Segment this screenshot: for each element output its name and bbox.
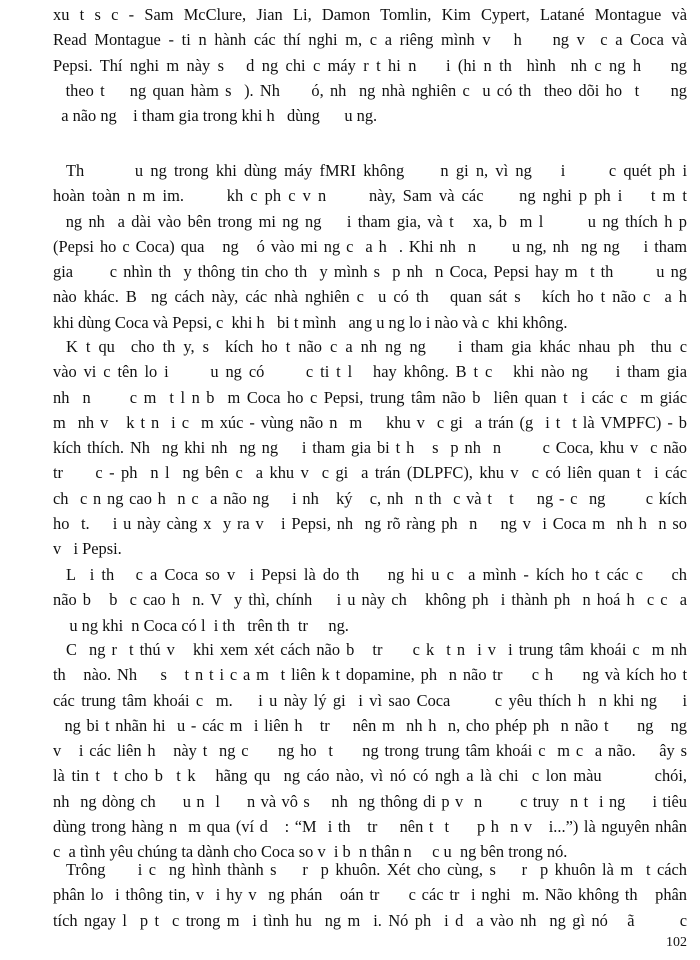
paragraph xyxy=(53,334,687,562)
paragraph xyxy=(53,857,687,933)
text-line: tích ngay l p t c trong m i tình hu ng m i. Nó ph i d a vào nh ng gì nó ã c xyxy=(53,910,687,930)
paragraph xyxy=(53,637,687,865)
text-line: là tin t t cho b t k hãng qu ng cáo nào, vì nó có ngh a là chi c lon màu chói, xyxy=(53,766,687,786)
text-line: Th u ng trong khi dùng máy fMRI không n gi n, vì ng i c quét ph i xyxy=(66,161,687,180)
text-line: (Pepsi ho c Coca) qua ng ó vào mi ng c a h . Khi nh n u ng, nh ng ng i tham xyxy=(53,236,687,256)
text-line: nh n c m t l n b m Coca ho c Pepsi, trung tâm não b liên quan t i các c m giác xyxy=(53,387,687,407)
text-line: Read Montague - ti n hành các thí nghi m, c a riêng mình v h ng v c a Coca và xyxy=(53,30,687,50)
text-line: K t qu cho th y, s kích ho t não c a nh ng ng i tham gia khác nhau ph thu c xyxy=(66,337,687,356)
text-line: nào khác. B ng cách này, các nhà nghiên c u có th quan sát s kích ho t não c a h xyxy=(53,287,687,307)
text-line: c a tình yêu chúng ta dành cho Coca so v i b n thân n c u ng bên trong nó. xyxy=(53,842,568,862)
text-line: C ng r t thú v khi xem xét cách não b tr c k t n i v i trung tâm khoái c m nh xyxy=(66,640,687,659)
text-line: th nào. Nh s t n t i c a m t liên k t dopamine, ph n não tr c h ng và kích ho t xyxy=(53,665,687,685)
text-line: Pepsi. Thí nghi m này s d ng chi c máy r t hi n i (hi n th hình nh c ng h ng xyxy=(53,55,687,75)
text-line: L i th c a Coca so v i Pepsi là do th ng hi u c a mình - kích ho t các c ch xyxy=(66,565,687,584)
text-line: v i các liên h này t ng c ng ho t ng trong trung tâm khoái c m c a não. ây s xyxy=(53,741,687,761)
text-line: kích thích. Nh ng khi nh ng ng i tham gia bi t h s p nh n c Coca, khu v c não xyxy=(53,438,687,458)
text-line: ho t. i u này càng x y ra v i Pepsi, nh ng rõ ràng ph n ng v i Coca m nh h n so xyxy=(53,514,687,534)
text-line: các trung tâm khoái c m. i u này lý gi i vì sao Coca c yêu thích h n khi ng i xyxy=(53,690,687,710)
text-line: hoàn toàn n m im. kh c ph c v n này, Sam và các ng nghi p ph i t m t xyxy=(53,186,687,206)
text-line: phân lo i thông tin, v i hy v ng phán oán tr c các tr i nghi m. Não không th phân xyxy=(53,885,687,905)
text-line: u ng khi n Coca có l i th trên th tr ng. xyxy=(53,615,349,635)
text-line: gia c nhìn th y thông tin cho th y mình s p nh n Coca, Pepsi hay m t th u ng xyxy=(53,262,687,282)
text-line: tr c - ph n l ng bên c a khu v c gi a trán (DLPFC), khu v c có liên quan t i các xyxy=(53,463,687,483)
text-line: khi dùng Coca và Pepsi, c khi h bi t mình ang u ng lo i nào và c khi không. xyxy=(53,312,568,332)
text-line: theo t ng quan hàm s ). Nh ó, nh ng nhà nghiên c u có th theo dõi ho t ng xyxy=(53,80,687,100)
text-line: ng nh a dài vào bên trong mi ng ng i tham gia, và t xa, b m l u ng thích h p xyxy=(53,211,687,231)
text-line: ch c n ng cao h n c a não ng i nh ký c, nh n th c và t t ng - c ng c kích xyxy=(53,488,687,508)
text-line: Trông i c ng hình thành s r p khuôn. Xét cho cùng, s r p khuôn là m t cách xyxy=(66,860,687,879)
text-line: xu t s c - Sam McClure, Jian Li, Damon Tomlin, Kim Cypert, Latané Montague và xyxy=(53,5,687,24)
paragraph xyxy=(53,2,687,128)
text-line: vào vi c tên lo i u ng có c ti t l hay không. B t c khi nào ng i tham gia xyxy=(53,362,687,382)
text-line: a não ng i tham gia trong khi h dùng u ng. xyxy=(53,106,378,126)
text-line: dùng trong hàng n m qua (ví d : “M i th tr nên t t p h n v i...”) là nguyên nhân xyxy=(53,817,687,837)
page-number: 102 xyxy=(666,935,687,950)
paragraph xyxy=(53,158,687,335)
text-line: m nh v k t n i c m xúc - vùng não n m khu v c gi a trán (g i t t là VMPFC) - b xyxy=(53,412,687,432)
text-line: nh ng dòng ch u n l n và vô s nh ng thông di p v n c truy n t i ng i tiêu xyxy=(53,791,687,811)
text-line: não b b c cao h n. V y thì, chính i u này ch không ph i thành ph n hoá h c c a xyxy=(53,590,687,610)
text-line: v i Pepsi. xyxy=(53,539,122,559)
text-line: ng bi t nhãn hi u - các m i liên h tr nên m nh h n, cho phép ph n não t ng ng xyxy=(53,715,688,735)
paragraph xyxy=(53,562,687,638)
